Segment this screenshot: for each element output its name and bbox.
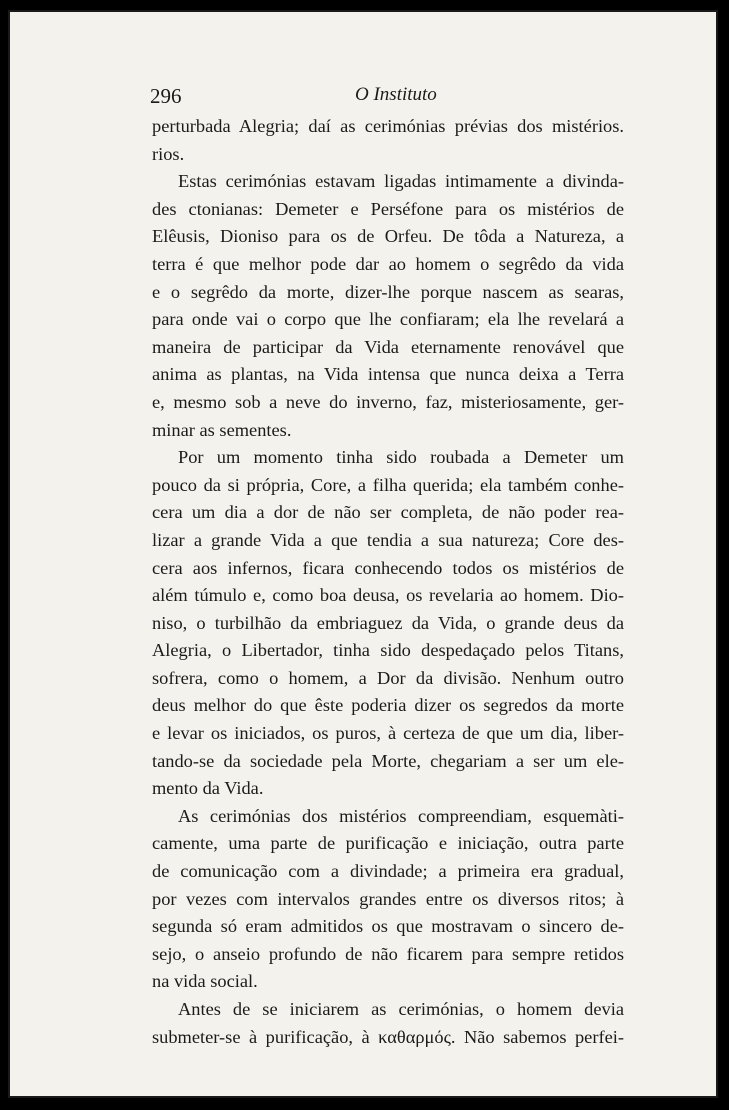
- text-line: para onde vai o corpo que lhe confiaram; ela lhe revelará a: [152, 309, 624, 330]
- text-line: Antes de se iniciarem as cerimónias, o homem devia: [178, 999, 624, 1019]
- text-line: sofrera, como o homem, a Dor da divisão. Nenhum outro: [152, 667, 624, 688]
- text-line: des ctonianas: Demeter e Perséfone para os mistérios de: [152, 198, 624, 219]
- text-line: de comunicação com a divindade; a primeira era gradual,: [152, 861, 624, 882]
- text-line: e o segrêdo da morte, dizer-lhe porque nascem as searas,: [152, 281, 624, 302]
- text-line: Por um momento tinha sido roubada a Demeter um: [178, 447, 624, 468]
- text-line: além túmulo e, como boa deusa, os revelaria ao homem. Dio-: [152, 585, 624, 606]
- text-line: anima as plantas, na Vida intensa que nunca deixa a Terra: [152, 364, 624, 385]
- text-line: terra é que melhor pode dar ao homem o segrêdo da vida: [152, 253, 624, 274]
- text-line: rios.: [152, 143, 185, 164]
- page-header: [150, 84, 634, 114]
- text-line: Alegria, o Libertador, tinha sido despedaçado pelos Titans,: [152, 640, 624, 661]
- text-line: camente, uma parte de purificação e iniciação, outra parte: [152, 833, 624, 854]
- text-line: tando-se da sociedade pela Morte, chegariam a ser um ele-: [152, 750, 624, 771]
- text-line: perturbada Alegria; daí as cerimónias prévias dos mistérios.: [152, 116, 624, 136]
- text-line: Estas cerimónias estavam ligadas intimamente a divinda-: [178, 171, 624, 192]
- text-line: cera aos infernos, ficara conhecendo todos os mistérios de: [152, 557, 624, 578]
- text-line: e levar os iniciados, os puros, à certeza de que um dia, liber-: [152, 723, 624, 744]
- text-line: mento da Vida.: [152, 778, 264, 799]
- text-line: na vida social.: [152, 971, 258, 992]
- text-line: minar as sementes.: [152, 419, 292, 440]
- text-line: pouco da si própria, Core, a filha querida; ela também conhe-: [152, 474, 624, 495]
- text-line: submeter-se à purificação, à καθαρμός. Não sabemos perfei-: [152, 1026, 624, 1047]
- text-line: segunda só eram admitidos os que mostravam o sincero de-: [152, 916, 624, 937]
- text-line: As cerimónias dos mistérios compreendiam, esquemàti-: [178, 805, 624, 826]
- text-line: por vezes com intervalos grandes entre os diversos ritos; à: [152, 888, 624, 909]
- text-line: e, mesmo sob a neve do inverno, faz, misteriosamente, ger-: [152, 391, 624, 412]
- text-line: Elêusis, Dioniso para os de Orfeu. De tôda a Natureza, a: [152, 226, 624, 247]
- text-line: deus melhor do que êste poderia dizer os segredos da morte: [152, 695, 624, 716]
- text-line: maneira de participar da Vida eternamente renovável que: [152, 336, 624, 357]
- running-title: O Instituto: [355, 84, 437, 105]
- body-text: [152, 113, 624, 1051]
- text-line: cera um dia a dor de não ser completa, de não poder rea-: [152, 502, 624, 523]
- page-number: 296: [150, 84, 182, 108]
- text-line: niso, o turbilhão da embriaguez da Vida, o grande deus da: [152, 612, 624, 633]
- text-line: sejo, o anseio profundo de não ficarem para sempre retidos: [152, 943, 624, 964]
- text-line: lizar a grande Vida a que tendia a sua natureza; Core des-: [152, 529, 624, 550]
